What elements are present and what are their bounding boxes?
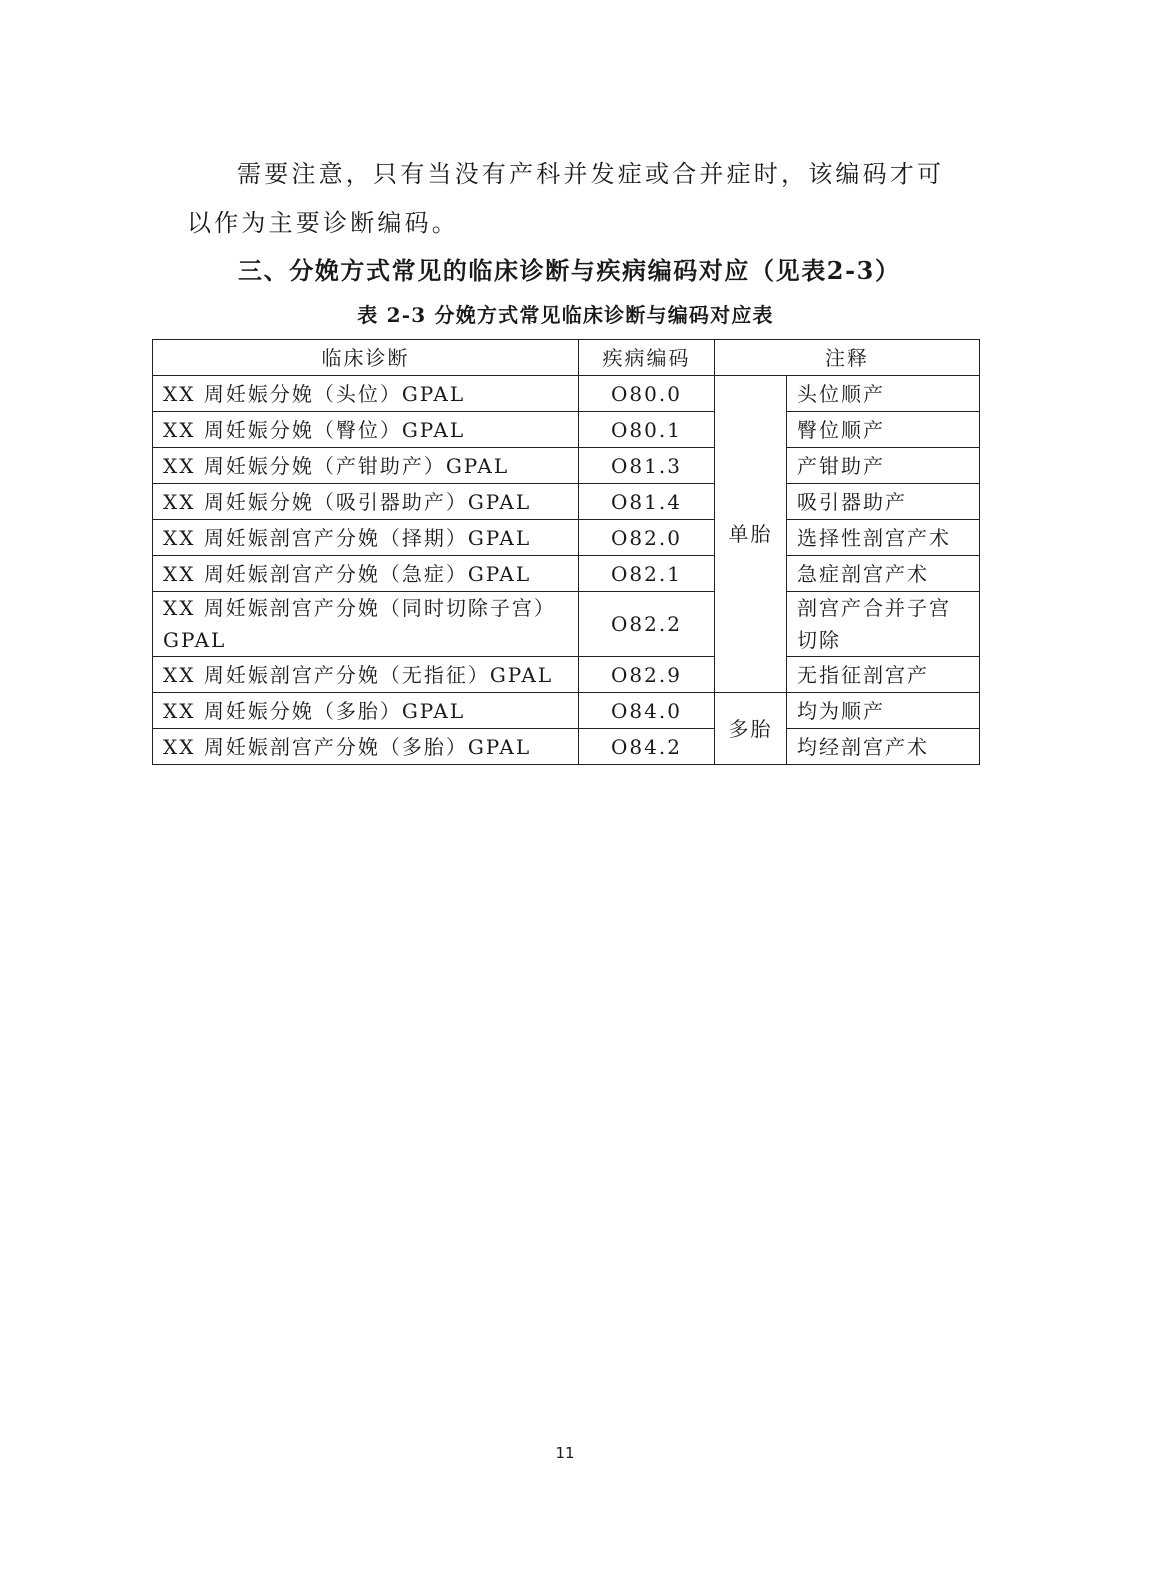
code-cell: O82.9 [579, 657, 715, 693]
note-cell: 均经剖宫产术 [787, 729, 980, 765]
table-row [153, 592, 980, 657]
note-cell: 吸引器助产 [787, 484, 980, 520]
table-row [153, 376, 980, 412]
diagnosis-cell: XX 周妊娠分娩（多胎）GPAL [153, 693, 579, 729]
table-row [153, 484, 980, 520]
note-cell: 剖宫产合并子宫切除 [787, 592, 980, 657]
note-cell: 均为顺产 [787, 693, 980, 729]
group-multiple-cell: 多胎 [715, 693, 787, 765]
table-row [153, 556, 980, 592]
code-cell: O81.4 [579, 484, 715, 520]
diagnosis-cell: XX 周妊娠分娩（产钳助产）GPAL [153, 448, 579, 484]
note-cell: 选择性剖宫产术 [787, 520, 980, 556]
note-cell: 头位顺产 [787, 376, 980, 412]
header-diagnosis: 临床诊断 [153, 340, 579, 376]
code-cell: O84.2 [579, 729, 715, 765]
header-code: 疾病编码 [579, 340, 715, 376]
code-cell: O82.1 [579, 556, 715, 592]
note-cell: 无指征剖宫产 [787, 657, 980, 693]
table-row [153, 729, 980, 765]
diagnosis-cell: XX 周妊娠剖宫产分娩（急症）GPAL [153, 556, 579, 592]
table-row [153, 693, 980, 729]
code-cell: O82.0 [579, 520, 715, 556]
code-cell: O82.2 [579, 592, 715, 657]
table-row [153, 657, 980, 693]
code-cell: O81.3 [579, 448, 715, 484]
header-note: 注释 [715, 340, 980, 376]
diagnosis-cell: XX 周妊娠剖宫产分娩（同时切除子宫）GPAL [153, 592, 579, 657]
diagnosis-cell: XX 周妊娠剖宫产分娩（无指征）GPAL [153, 657, 579, 693]
table-caption: 表 2-3 分娩方式常见临床诊断与编码对应表 [357, 303, 774, 327]
diagnosis-cell: XX 周妊娠剖宫产分娩（多胎）GPAL [153, 729, 579, 765]
section-heading: 三、分娩方式常见的临床诊断与疾病编码对应（见表2-3） [238, 256, 901, 285]
table-row [153, 520, 980, 556]
note-cell: 产钳助产 [787, 448, 980, 484]
code-cell: O84.0 [579, 693, 715, 729]
code-cell: O80.1 [579, 412, 715, 448]
note-cell: 臀位顺产 [787, 412, 980, 448]
diagnosis-cell: XX 周妊娠剖宫产分娩（择期）GPAL [153, 520, 579, 556]
table-row [153, 412, 980, 448]
table-row [153, 448, 980, 484]
diagnosis-cell: XX 周妊娠分娩（吸引器助产）GPAL [153, 484, 579, 520]
body-paragraph: 需要注意，只有当没有产科并发症或合并症时，该编码才可以作为主要诊断编码。 [187, 160, 945, 237]
table-header-row [153, 340, 980, 376]
delivery-code-table [152, 339, 980, 765]
page-number: 11 [555, 1444, 575, 1462]
note-cell: 急症剖宫产术 [787, 556, 980, 592]
group-single-cell: 单胎 [715, 376, 787, 693]
code-cell: O80.0 [579, 376, 715, 412]
diagnosis-cell: XX 周妊娠分娩（头位）GPAL [153, 376, 579, 412]
diagnosis-cell: XX 周妊娠分娩（臀位）GPAL [153, 412, 579, 448]
